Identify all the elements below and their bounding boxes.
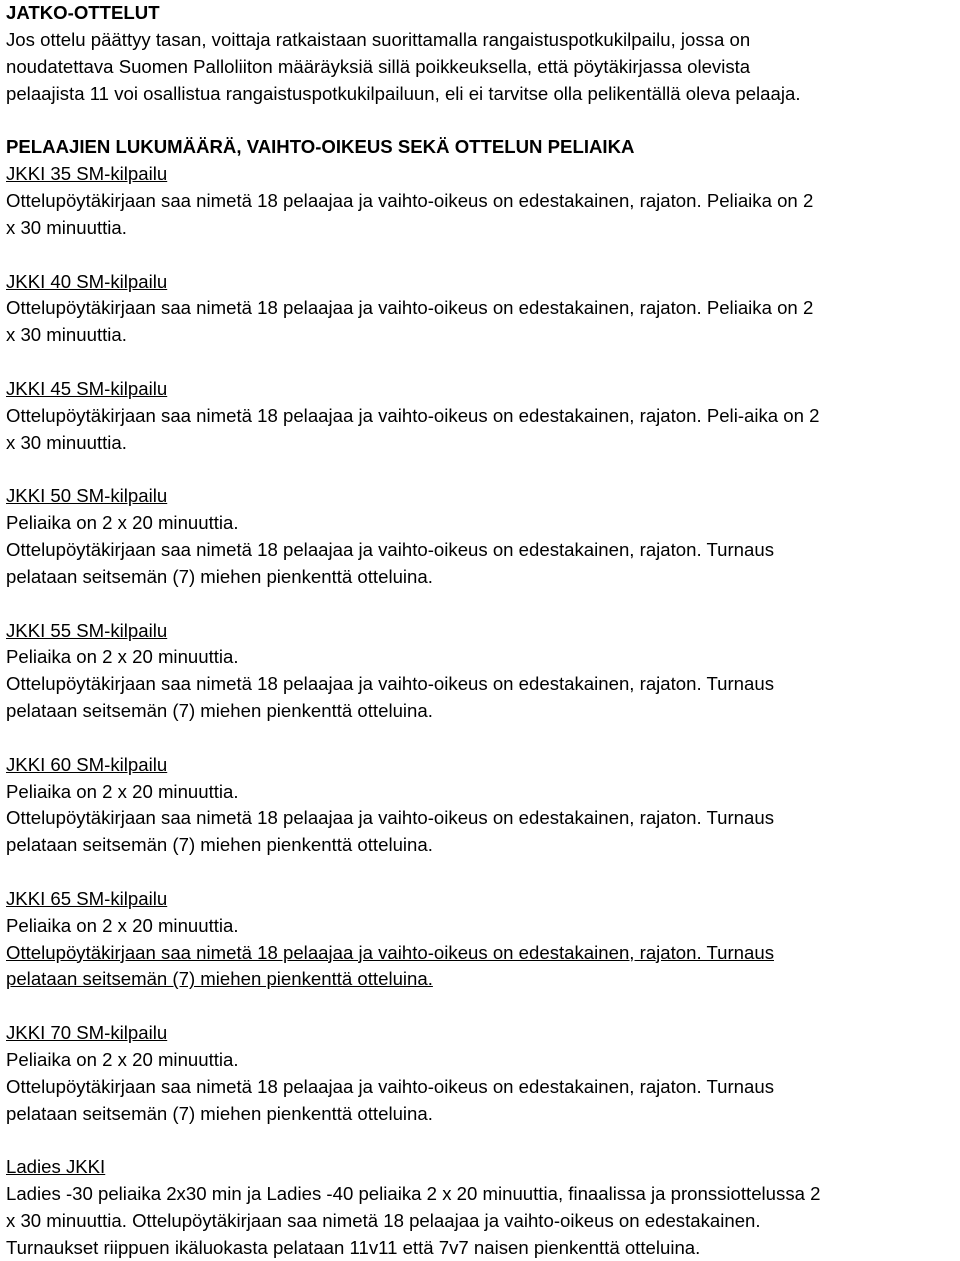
spacer bbox=[6, 591, 958, 618]
paragraph-line: pelataan seitsemän (7) miehen pienkenttä otteluina. bbox=[6, 565, 433, 587]
subsection-title-ladies-jkki: Ladies JKKI bbox=[6, 1156, 106, 1178]
spacer bbox=[6, 242, 958, 269]
spacer bbox=[6, 993, 958, 1020]
paragraph-line: x 30 minuuttia. bbox=[6, 216, 127, 238]
paragraph-line: noudatettava Suomen Palloliiton määräyksiä sillä poikkeuksella, että pöytäkirjassa olevista bbox=[6, 55, 751, 77]
paragraph-line: Ottelupöytäkirjaan saa nimetä 18 pelaajaa ja vaihto-oikeus on edestakainen, rajaton. Turnaus bbox=[6, 673, 774, 695]
document bbox=[6, 0, 958, 1261]
paragraph-line: pelataan seitsemän (7) miehen pienkenttä otteluina. bbox=[6, 968, 433, 990]
subsection-title-jkki-55: JKKI 55 SM-kilpailu bbox=[6, 619, 168, 641]
spacer bbox=[6, 859, 958, 886]
subsection-title-jkki-70: JKKI 70 SM-kilpailu bbox=[6, 1022, 168, 1044]
paragraph-line: Ottelupöytäkirjaan saa nimetä 18 pelaajaa ja vaihto-oikeus on edestakainen, rajaton. Peliaika on 2 bbox=[6, 297, 814, 319]
paragraph-line: x 30 minuuttia. bbox=[6, 431, 127, 453]
subsection-title-jkki-60: JKKI 60 SM-kilpailu bbox=[6, 753, 168, 775]
spacer bbox=[6, 1127, 958, 1154]
section-heading-pelaajat: PELAAJIEN LUKUMÄÄRÄ, VAIHTO-OIKEUS SEKÄ OTTELUN PELIAIKA bbox=[6, 136, 635, 158]
paragraph-line: Ottelupöytäkirjaan saa nimetä 18 pelaajaa ja vaihto-oikeus on edestakainen, rajaton. Turnaus bbox=[6, 807, 774, 829]
spacer bbox=[6, 349, 958, 376]
paragraph-line: Peliaika on 2 x 20 minuuttia. bbox=[6, 780, 239, 802]
paragraph-line: Jos ottelu päättyy tasan, voittaja ratkaistaan suorittamalla rangaistuspotkukilpailu, jossa on bbox=[6, 29, 751, 50]
paragraph-line: pelaajista 11 voi osallistua rangaistuspotkukilpailuun, eli ei tarvitse olla pelikentällä oleva pelaaja. bbox=[6, 82, 801, 104]
spacer bbox=[6, 725, 958, 752]
spacer bbox=[6, 107, 958, 134]
subsection-title-jkki-65: JKKI 65 SM-kilpailu bbox=[6, 887, 168, 909]
subsection-title-jkki-35: JKKI 35 SM-kilpailu bbox=[6, 163, 168, 185]
paragraph-line: Ottelupöytäkirjaan saa nimetä 18 pelaajaa ja vaihto-oikeus on edestakainen, rajaton. Turnaus bbox=[6, 538, 774, 560]
paragraph-line: Peliaika on 2 x 20 minuuttia. bbox=[6, 646, 239, 668]
paragraph-line: pelataan seitsemän (7) miehen pienkenttä otteluina. bbox=[6, 699, 433, 721]
subsection-title-jkki-50: JKKI 50 SM-kilpailu bbox=[6, 485, 168, 507]
paragraph-line: Ottelupöytäkirjaan saa nimetä 18 pelaajaa ja vaihto-oikeus on edestakainen, rajaton. Peliaika on 2 bbox=[6, 189, 814, 211]
paragraph-line: Peliaika on 2 x 20 minuuttia. bbox=[6, 914, 239, 936]
paragraph-line: Ottelupöytäkirjaan saa nimetä 18 pelaajaa ja vaihto-oikeus on edestakainen, rajaton. Peli-aika on 2 bbox=[6, 404, 820, 426]
paragraph-line: Peliaika on 2 x 20 minuuttia. bbox=[6, 1048, 239, 1070]
paragraph-line: Turnaukset riippuen ikäluokasta pelataan 11v11 että 7v7 naisen pienkenttä otteluina. bbox=[6, 1236, 701, 1258]
spacer bbox=[6, 456, 958, 483]
paragraph-line: Ladies -30 peliaika 2x30 min ja Ladies -40 peliaika 2 x 20 minuuttia, finaalissa ja pronssiottelussa 2 bbox=[6, 1183, 821, 1205]
paragraph-line: Peliaika on 2 x 20 minuuttia. bbox=[6, 512, 239, 534]
paragraph-line: x 30 minuuttia. Ottelupöytäkirjaan saa nimetä 18 pelaajaa ja vaihto-oikeus on edestakainen. bbox=[6, 1209, 761, 1231]
paragraph-line: Ottelupöytäkirjaan saa nimetä 18 pelaajaa ja vaihto-oikeus on edestakainen, rajaton. Turnaus bbox=[6, 941, 774, 963]
paragraph-line: x 30 minuuttia. bbox=[6, 324, 127, 346]
paragraph-line: pelataan seitsemän (7) miehen pienkenttä otteluina. bbox=[6, 834, 433, 856]
paragraph-line: pelataan seitsemän (7) miehen pienkenttä otteluina. bbox=[6, 1102, 433, 1124]
subsection-title-jkki-40: JKKI 40 SM-kilpailu bbox=[6, 270, 168, 292]
paragraph-line: Ottelupöytäkirjaan saa nimetä 18 pelaajaa ja vaihto-oikeus on edestakainen, rajaton. Turnaus bbox=[6, 1075, 774, 1097]
section-title-jatko-ottelut: JATKO-OTTELUT bbox=[6, 2, 160, 23]
subsection-title-jkki-45: JKKI 45 SM-kilpailu bbox=[6, 377, 168, 399]
